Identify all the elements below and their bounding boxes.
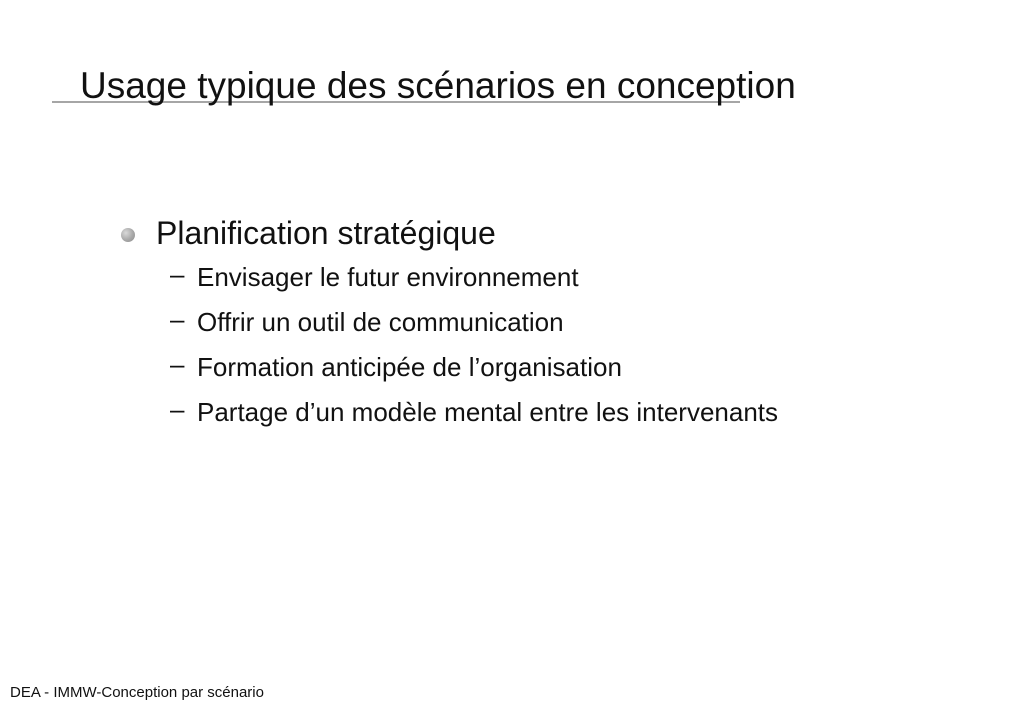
sub-bullet-label: Offrir un outil de communication <box>197 307 564 337</box>
sub-bullet-list <box>156 257 778 437</box>
slide-footer: DEA - IMMW-Conception par scénario <box>10 684 264 701</box>
sub-bullet-item <box>156 302 778 347</box>
dash-icon: – <box>170 304 185 334</box>
sub-bullet-label: Formation anticipée de l’organisation <box>197 352 622 382</box>
bullet-item <box>118 211 778 437</box>
bullet-list <box>118 211 778 437</box>
dash-icon: – <box>170 349 185 379</box>
sub-bullet-label: Partage d’un modèle mental entre les intervenants <box>197 397 779 427</box>
bullet-label: Planification stratégique <box>156 215 496 251</box>
bullet-dot-icon <box>121 228 135 242</box>
slide-title: Usage typique des scénarios en conception <box>80 65 796 106</box>
dash-icon: – <box>170 394 185 424</box>
sub-bullet-item <box>156 392 778 437</box>
dash-icon: – <box>170 259 185 289</box>
sub-bullet-item <box>156 257 778 302</box>
sub-bullet-item <box>156 347 778 392</box>
sub-bullet-label: Envisager le futur environnement <box>197 262 579 292</box>
